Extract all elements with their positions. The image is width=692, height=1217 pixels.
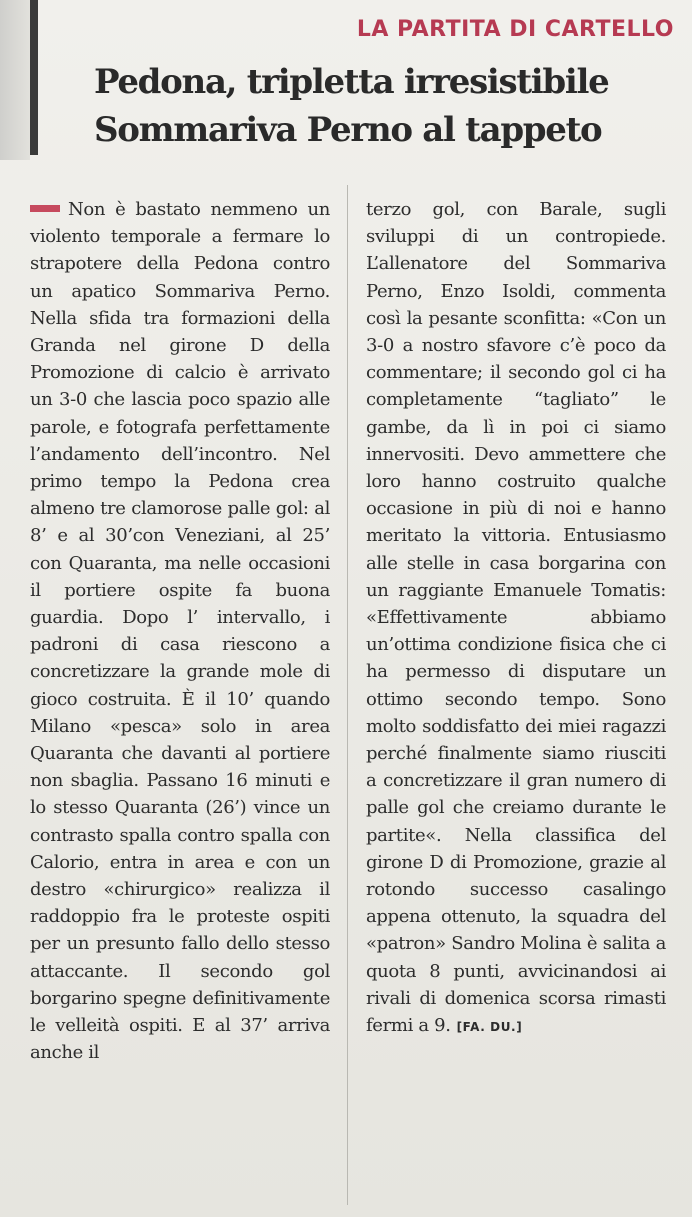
paragraph-marker — [30, 205, 60, 212]
article-column-left — [30, 196, 330, 1067]
headline-line-2: Sommariva Perno al tappeto — [94, 110, 602, 150]
headline — [94, 58, 684, 154]
headline-line-1: Pedona, tripletta irresistibile — [94, 62, 609, 102]
column-divider — [347, 185, 348, 1205]
right-column-text: terzo gol, con Barale, sugli sviluppi di un contropiede. L’allenatore del Sommariva Perno, Enzo Isoldi, commenta così la pesante sconfitta: «Con un 3-0 a nostro sfavore c’è poco da commentare; il secondo gol ci ha completamente “tagliato” le gambe, da lì in poi ci siamo innervositi. Devo ammettere che loro hanno costruito qualche occasione in più di noi e hanno meritato la vittoria. Entusiasmo alle stelle in casa borgarina con un raggiante Emanuele Tomatis: «Effettivamente abbiamo un’ottima condizione fisica che ci ha permesso di disputare un ottimo secondo tempo. Sono molto soddisfatto dei miei ragazzi perché finalmente siamo riusciti a concretizzare il gran numero di palle gol che creiamo durante le partite«. Nella classifica del girone D di Promozione, grazie al rotondo successo casalingo appena ottenuto, la squadra del «patron» Sandro Molina è salita a quota 8 punti, avvicinandosi ai rivali di domenica scorsa rimasti fermi a 9. — [366, 199, 666, 1037]
header-rule — [30, 0, 38, 155]
kicker: LA PARTITA DI CARTELLO — [356, 17, 674, 42]
author-signature: [FA. DU.] — [456, 1020, 523, 1035]
left-column-text: Non è bastato nemmeno un violento temporale a fermare lo strapotere della Pedona contro un apatico Sommariva Perno. Nella sfida tra formazioni della Granda nel girone D della Promozione di calcio è arrivato un 3-0 che lascia poco spazio alle parole, e fotografa perfettamente l’andamento dell’incontro. Nel primo tempo la Pedona crea almeno tre clamorose palle gol: al 8’ e al 30’con Veneziani, al 25’ con Quaranta, ma nelle occasioni il portiere ospite fa buona guardia. Dopo l’ intervallo, i padroni di casa riescono a concretizzare la grande mole di gioco costruita. È il 10’ quando Milano «pesca» solo in area Quaranta che davanti al portiere non sbaglia. Passano 16 minuti e lo stesso Quaranta (26’) vince un contrasto spalla contro spalla con Calorio, entra in area e con un destro «chirurgico» realizza il raddoppio fra le proteste ospiti per un presunto fallo dello stesso attaccante. Il secondo gol borgarino spegne definitivamente le velleità ospiti. E al 37’ arriva anche il — [30, 199, 330, 1064]
article-column-right — [366, 196, 666, 1041]
adjacent-article-edge — [0, 0, 30, 160]
